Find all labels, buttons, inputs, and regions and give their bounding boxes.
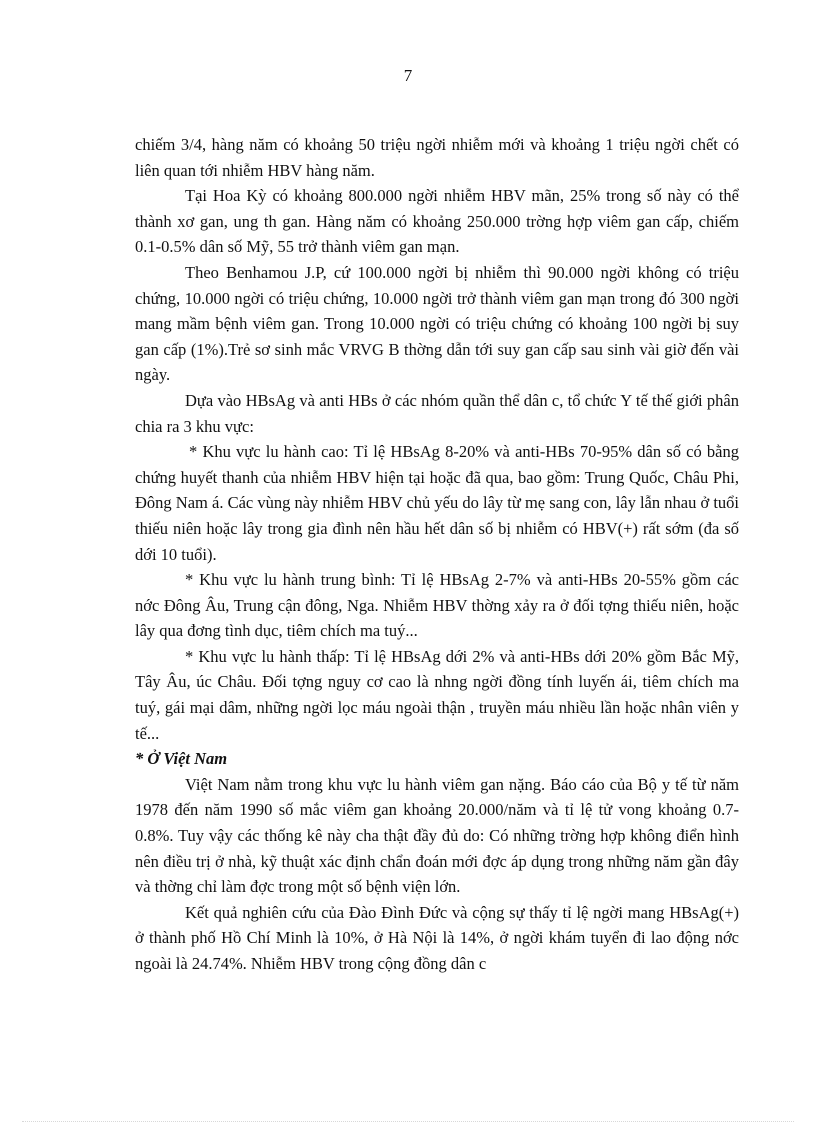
paragraph-research-results: Kết quả nghiên cứu của Đào Đình Đức và cộng sự thấy tỉ lệ ngời mang HBsAg(+) ở thành phố Hồ Chí Minh là 10%, ở Hà Nội là 14%, ở ngời khám tuyển đi lao động nớc ngoài là 24.74%. Nhiễm HBV trong cộng đồng dân c	[135, 902, 739, 973]
paragraph-benhamou: Theo Benhamou J.P, cứ 100.000 ngời bị nhiễm thì 90.000 ngời không có triệu chứng, 10.000 ngời có triệu chứng, 10.000 ngời trở thành viêm gan mạn trong đó 300 ngời mang mầm bệnh viêm gan. Trong 10.000 ngời có triệu chứng có khoảng 100 ngời bị suy gan cấp (1%).Trẻ sơ sinh mắc VRVG B thờng dẫn tới suy gan cấp sau sinh vài giờ đến vài ngày.	[135, 262, 739, 385]
paragraph-usa: Tại Hoa Kỳ có khoảng 800.000 ngời nhiễm HBV mãn, 25% trong số này có thể thành xơ gan, ung th gan. Hàng năm có khoảng 250.000 trờng hợp viêm gan cấp, chiếm 0.1-0.5% dân số Mỹ, 55 trở thành viêm gan mạn.	[135, 186, 739, 257]
paragraph-low-prevalence: * Khu vực lu hành thấp: Tỉ lệ HBsAg dới 2% và anti-HBs dới 20% gồm Bắc Mỹ, Tây Âu, úc Châu. Đối tợng nguy cơ cao là nhng ngời đồng tính luyến ái, tiêm chích ma tuý, gái mại dâm, những ngời lọc máu ngoài thận , truyền máu nhiều lần hoặc nhân viên y tế...	[135, 646, 739, 743]
paragraph-medium-prevalence: * Khu vực lu hành trung bình: Tỉ lệ HBsAg 2-7% và anti-HBs 20-55% gồm các nớc Đông Âu, Trung cận đông, Nga. Nhiễm HBV thờng xảy ra ở đối tợng thiếu niên, hoặc lây qua đơng tình dục, tiêm chích ma tuý...	[135, 570, 739, 641]
paragraph-vietnam: Việt Nam nằm trong khu vực lu hành viêm gan nặng. Báo cáo của Bộ y tế từ năm 1978 đến năm 1990 số mắc viêm gan khoảng 20.000/năm và tỉ lệ tử vong khoảng 0.7-0.8%. Tuy vậy các thống kê này cha thật đầy đủ do: Có những trờng hợp không điển hình nên điều trị ở nhà, kỹ thuật xác định chẩn đoán mới đợc áp dụng trong những năm gần đây và thờng chỉ làm đợc trong một số bệnh viện lớn.	[135, 774, 739, 897]
paragraph-continuation: chiếm 3/4, hàng năm có khoảng 50 triệu ngời nhiễm mới và khoảng 1 triệu ngời chết có liên quan tới nhiễm HBV hàng năm.	[135, 135, 739, 180]
section-heading-vietnam: * Ở Việt Nam	[135, 749, 228, 769]
page-number: 7	[403, 66, 413, 85]
paragraph-who-regions: Dựa vào HBsAg và anti HBs ở các nhóm quần thể dân c, tổ chức Y tế thế giới phân chia ra 3 khu vực:	[135, 390, 739, 436]
page-bottom-border	[22, 1121, 794, 1122]
paragraph-high-prevalence: * Khu vực lu hành cao: Tỉ lệ HBsAg 8-20% và anti-HBs 70-95% dân số có bằng chứng huyết thanh của nhiễm HBV hiện tại hoặc đã qua, bao gồm: Trung Quốc, Châu Phi, Đông Nam á. Các vùng này nhiễm HBV chủ yếu do lây từ mẹ sang con, lây lẫn nhau ở tuổi thiếu niên hoặc lây trong gia đình nên hầu hết dân số bị nhiễm có HBV(+) rất sớm (đa số dới 10 tuổi).	[135, 442, 739, 564]
document-body	[135, 132, 739, 977]
